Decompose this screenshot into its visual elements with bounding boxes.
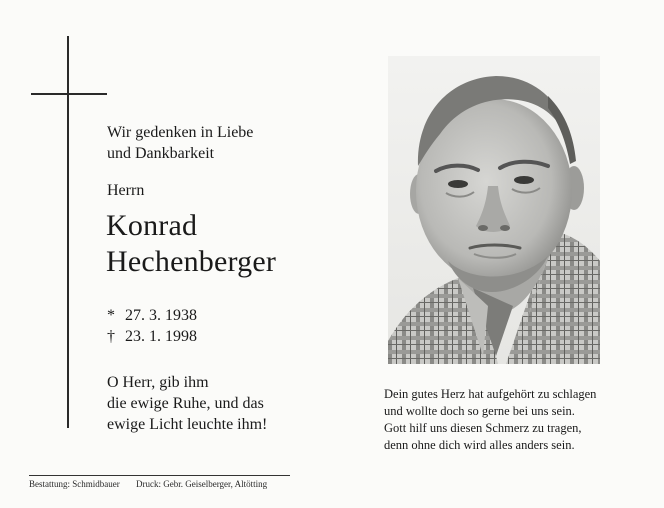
prayer-line-2: die ewige Ruhe, und das [107,395,264,412]
prayer-line-3: ewige Licht leuchte ihm! [107,416,268,433]
footer-credits [29,479,267,489]
cross-horizontal-bar [31,93,107,95]
portrait-illustration [388,56,600,364]
deceased-name [106,208,276,280]
footer-divider [29,475,290,476]
printer: Druck: Gebr. Geiselberger, Altötting [135,479,268,489]
prayer-text [107,372,267,435]
birth-symbol: * [107,307,115,324]
verse-line-1: Dein gutes Herz hat aufgehört zu schlagen [384,387,597,401]
verse-line-4: denn ohne dich wird alles anders sein. [384,438,575,452]
death-symbol: † [107,328,115,345]
death-date-row [107,326,197,347]
memorial-verse [384,386,596,454]
prayer-line-1: O Herr, gib ihm [107,374,209,391]
birth-date-row [107,305,197,326]
first-name: Konrad [106,209,198,242]
funeral-home: Bestattung: Schmidbauer [29,479,120,489]
death-date: 23. 1. 1998 [125,328,197,345]
last-name: Hechenberger [106,245,277,278]
intro-text [107,122,253,164]
portrait-photo [388,56,600,364]
salutation: Herrn [107,182,145,199]
verse-line-3: Gott hilf uns diesen Schmerz zu tragen, [384,421,582,435]
intro-line-2: und Dankbarkeit [107,145,215,162]
intro-line-1: Wir gedenken in Liebe [107,124,254,141]
birth-date: 27. 3. 1938 [125,307,197,324]
verse-line-2: und wolltе doch so gerne bei uns sein. [384,404,575,418]
life-dates [107,305,197,347]
